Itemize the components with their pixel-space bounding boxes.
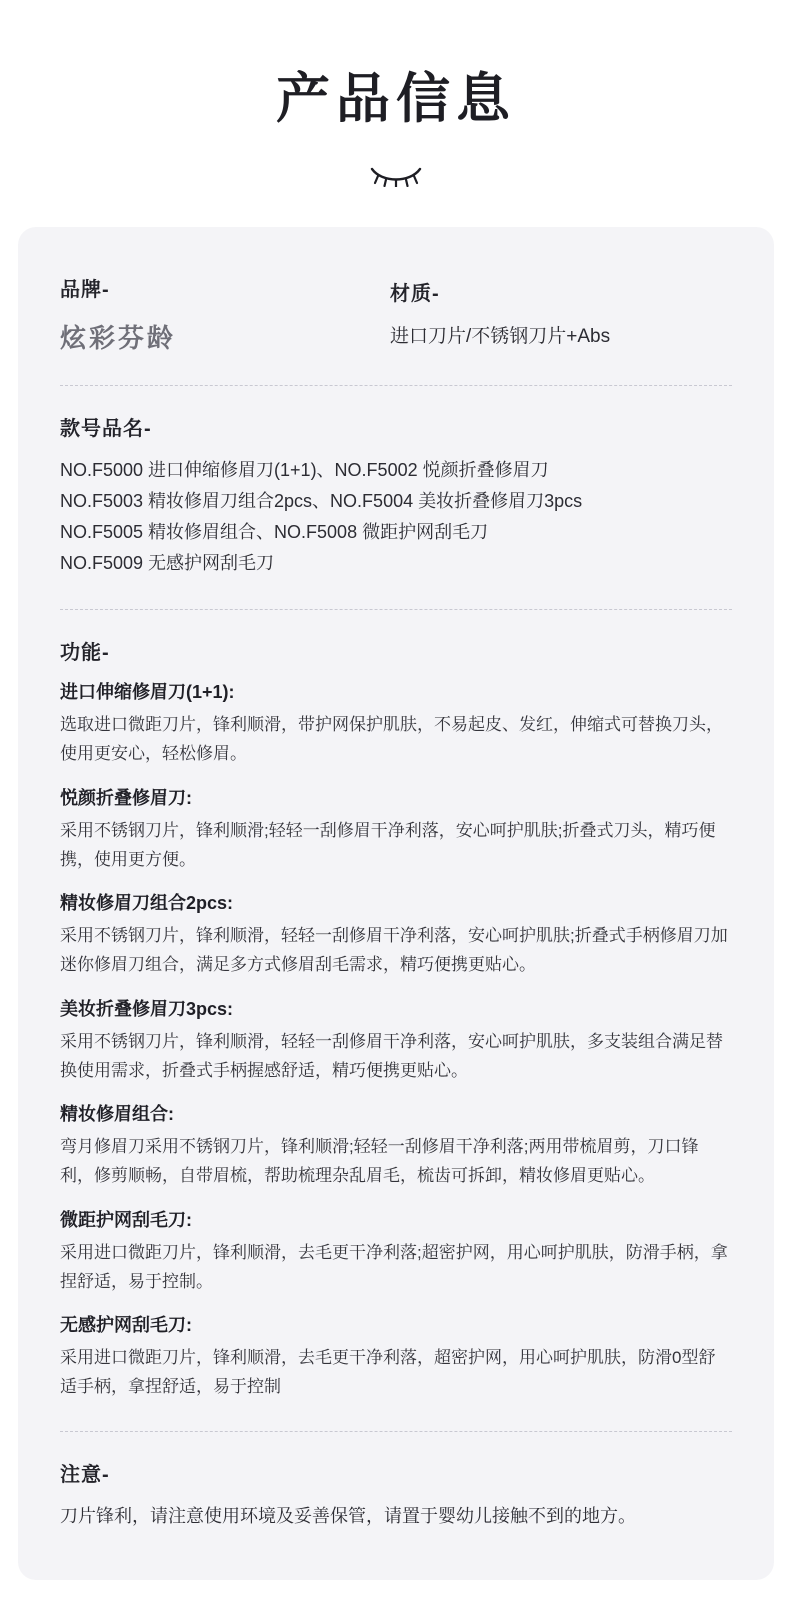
page-title: 产品信息 [276, 69, 516, 129]
function-description: 弯月修眉刀采用不锈钢刀片，锋利顺滑;轻轻一刮修眉干净利落;两用带梳眉剪，刀口锋利，修剪顺畅，自带眉梳，帮助梳理杂乱眉毛，梳齿可拆卸，精妆修眉更贴心。 [60, 1137, 699, 1186]
function-title: 进口伸缩修眉刀(1+1): [60, 682, 235, 703]
function-description: 采用不锈钢刀片，锋利顺滑;轻轻一刮修眉干净利落，安心呵护肌肤;折叠式刀头，精巧便携，使用更方便。 [60, 820, 716, 869]
function-item [60, 785, 732, 874]
function-title: 悦颜折叠修眉刀: [60, 787, 192, 808]
product-info-card [18, 227, 774, 1580]
eyelash-ornament-icon [0, 163, 792, 189]
function-title: 精妆修眉组合: [60, 1104, 174, 1125]
function-description: 采用进口微距刀片，锋利顺滑，去毛更干净利落，超密护网，用心呵护肌肤，防滑0型舒适手柄，拿捏舒适，易于控制 [60, 1348, 716, 1397]
function-item [60, 996, 732, 1085]
models-section [60, 412, 732, 579]
material-block [390, 273, 732, 352]
function-item [60, 1101, 732, 1190]
function-item [60, 890, 732, 979]
page-header [0, 0, 792, 189]
brand-material-row [60, 273, 732, 355]
function-item [60, 1207, 732, 1296]
model-line: NO.F5003 精妆修眉刀组合2pcs、NO.F5004 美妆折叠修眉刀3pcs [60, 491, 583, 512]
functions-section [60, 636, 732, 1401]
models-label: 款号品名- [60, 418, 152, 441]
function-description: 采用进口微距刀片，锋利顺滑，去毛更干净利落;超密护网，用心呵护肌肤，防滑手柄，拿捏舒适，易于控制。 [60, 1242, 728, 1291]
material-label: 材质- [390, 283, 440, 306]
function-description: 选取进口微距刀片，锋利顺滑，带护网保护肌肤，不易起皮、发红，伸缩式可替换刀头，使用更安心，轻松修眉。 [60, 715, 723, 764]
notice-label: 注意- [60, 1464, 110, 1487]
model-line: NO.F5009 无感护网刮毛刀 [60, 553, 275, 574]
brand-block [60, 273, 390, 355]
function-description: 采用不锈钢刀片，锋利顺滑，轻轻一刮修眉干净利落，安心呵护肌肤，多支装组合满足替换使用需求，折叠式手柄握感舒适，精巧便携更贴心。 [60, 1031, 723, 1080]
function-description: 采用不锈钢刀片，锋利顺滑，轻轻一刮修眉干净利落，安心呵护肌肤;折叠式手柄修眉刀加迷你修眉刀组合，满足多方式修眉刮毛需求，精巧便携更贴心。 [60, 926, 728, 975]
divider-1 [60, 385, 732, 386]
function-title: 无感护网刮毛刀: [60, 1315, 192, 1336]
function-title: 微距护网刮毛刀: [60, 1209, 192, 1230]
divider-2 [60, 609, 732, 610]
brand-label: 品牌- [60, 279, 110, 302]
function-item [60, 679, 732, 768]
notice-text: 刀片锋利，请注意使用环境及妥善保管，请置于婴幼儿接触不到的地方。 [60, 1506, 636, 1527]
brand-value: 炫彩芬龄 [60, 323, 177, 354]
model-line: NO.F5005 精妆修眉组合、NO.F5008 微距护网刮毛刀 [60, 522, 489, 543]
material-value: 进口刀片/不锈钢刀片+Abs [390, 326, 611, 348]
function-item [60, 1312, 732, 1401]
function-title: 美妆折叠修眉刀3pcs: [60, 998, 234, 1019]
function-title: 精妆修眉刀组合2pcs: [60, 893, 234, 914]
functions-label: 功能- [60, 642, 110, 665]
notice-section [60, 1458, 732, 1532]
divider-3 [60, 1431, 732, 1432]
model-line: NO.F5000 进口伸缩修眉刀(1+1)、NO.F5002 悦颜折叠修眉刀 [60, 460, 549, 481]
